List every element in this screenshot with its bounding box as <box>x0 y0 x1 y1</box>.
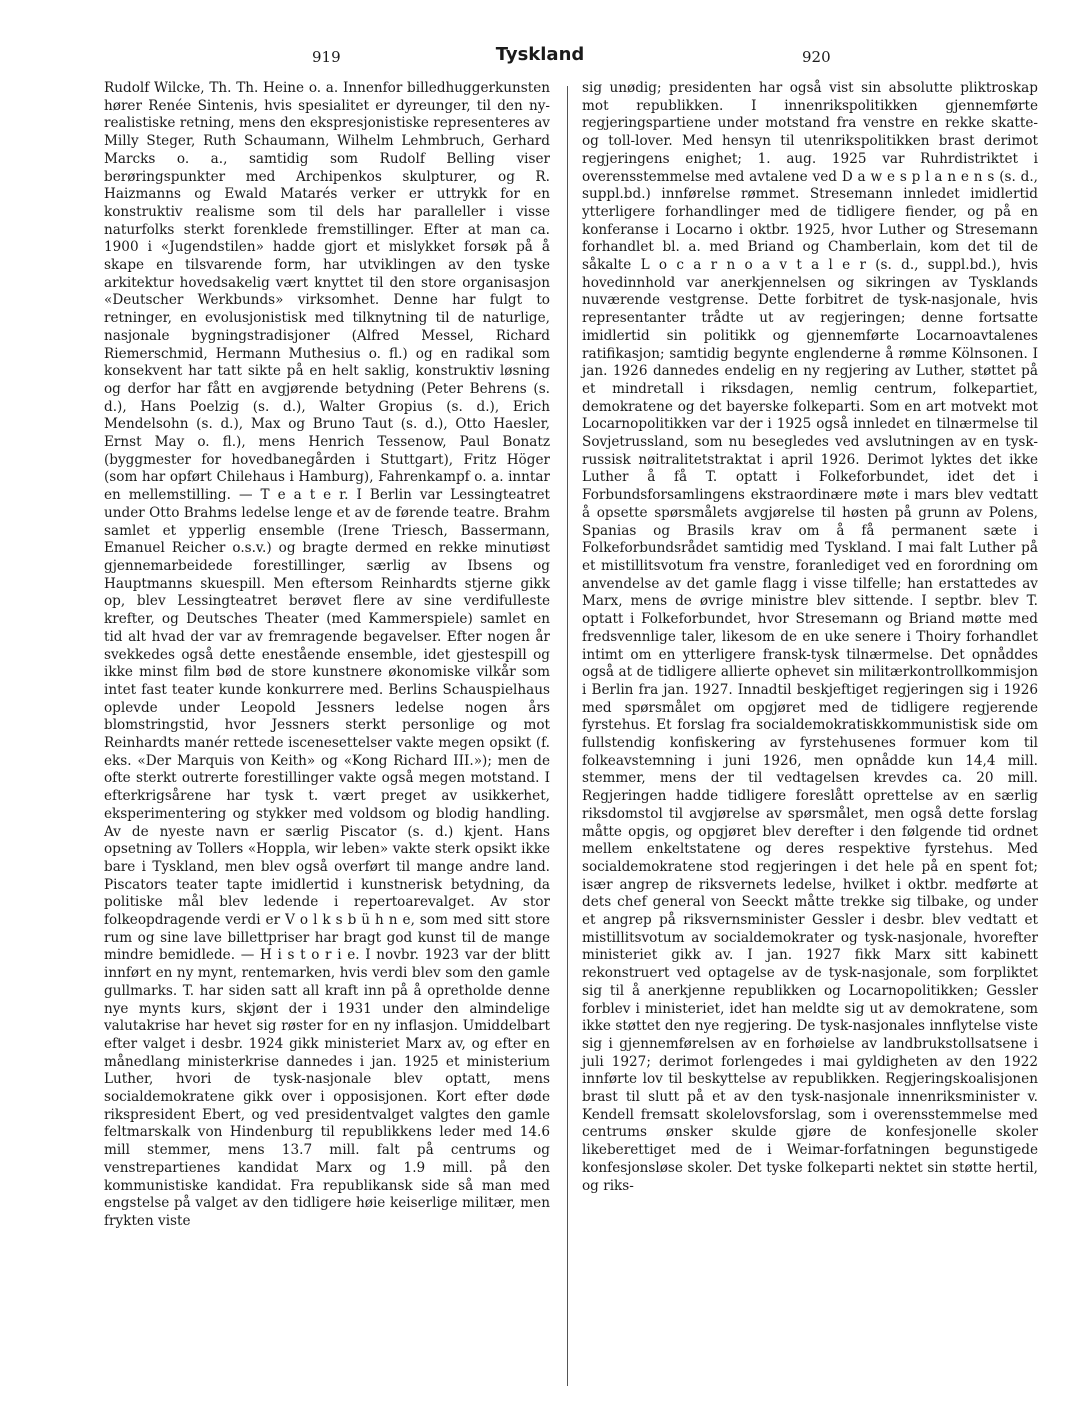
text-column-left <box>104 80 550 1231</box>
running-title: Tyskland <box>495 44 585 65</box>
page-number-left: 919 <box>312 48 341 66</box>
column-left-text: Rudolf Wilcke, Th. Th. Heine o. a. Innenfor billedhuggerkunsten hører Renée Sintenis, hvis spesialitet er dyreunger, til den ny-realistiske retning, mens den ekspresjonistiske representeres av Milly Steger, Ruth Schaumann, Wilhelm Lehmbruch, Gerhard Marcks o. a., samtidig som Rudolf Belling viser berøringspunkter med Archipenkos skulpturer, og R. Haizmanns og Ewald Matarés verker er uttrykk for en konstruktiv realisme som til dels har paralleller i visse naturfolks sterkt forenklede fremstillinger. Efter at man ca. 1900 i «Jugendstilen» hadde gjort et mislykket forsøk på å skape en tilsvarende form, har utviklingen av den tyske arkitektur hovedsakelig vært knyttet til den store organisasjon «Deutscher Werkbunds» virksomhet. Denne har fulgt to retninger, en evolusjonistisk med tilknytning til de naturlige, nasjonale bygningstradisjoner (Alfred Messel, Richard Riemerschmid, Hermann Muthesius o. fl.) og en radikal som konsekvent har tatt sikte på en helt saklig, konstruktiv løsning og derfor har fått en avgjørende betydning (Peter Behrens (s. d.), Hans Poelzig (s. d.), Walter Gropius (s. d.), Erich Mendelsohn (s. d.), Max og Bruno Taut (s. d.), Otto Haesler, Ernst May o. fl.), mens Henrich Tessenow, Paul Bonatz (byggmester for hovedbanegården i Stuttgart), Fritz Höger (som har opført Chilehaus i Hamburg), Fahrenkampf o. a. inntar en mellemstilling. — T e a t e r. I Berlin var Lessingteatret under Otto Brahms ledelse lenge et av de førende teatre. Brahm samlet et ypperlig ensemble (Irene Triesch, Bassermann, Emanuel Reicher o.s.v.) og bragte dermed en rekke minutiøst gjennemarbeidede forestillinger, særlig av Ibsens og Hauptmanns skuespill. Men eftersom Reinhardts stjerne gikk op, blev Lessingteatret berøvet flere av sine verdifulleste krefter, og Deutsches Theater (med Kammerspiele) samlet en tid alt hvad der var av fremragende begavelser. Efter nogen år svekkedes også dette enestående ensemble, idet gjestespill og ikke minst film bød de store kunstnere økonomiske vilkår som intet fast teater kunde konkurrere med. Berlins Schauspielhaus oplevde under Leopold Jessners ledelse nogen års blomstringstid, hvor Jessners sterkt personlige og mot Reinhardts manér rettede iscenesettelser vakte megen opsikt (f. eks. «Der Marquis von Keith» og «Kong Richard III.»); men de ofte sterkt outrerte forestillinger vakte også megen motstand. I efterkrigsårene har tysk t. vært preget av usikkerhet, eksperimentering og stykker med voldsom og blodig handling. Av de nyeste navn er særlig Piscator (s. d.) kjent. Hans opsetning av Tollers «Hoppla, wir leben» vakte sterk opsikt ikke bare i Tyskland, men blev også overført til mange andre land. Piscators teater tapte imidlertid i kunstnerisk betydning, da politiske mål blev ledende i repertoarevalget. Av stor folkeopdragende verdi er V o l k s b ü h n e, som med sitt store rum og sine lave billettpriser har bragt god kunst til de mange mindre bemidlede. — H i s t o r i e. I novbr. 1923 var der blitt innført en ny mynt, rentemarken, hvis verdi blev som den gamle gullmarks. T. har siden satt all kraft inn på å opretholde denne nye mynts kurs, skjønt der i 1931 under den almindelige valutakrise har hevet sig røster for en ny inflasjon. Umiddelbart efter valget i desbr. 1924 gikk ministeriet Marx av, og efter en månedlang ministerkrise dannedes i jan. 1925 et ministerium Luther, hvori de tysk-nasjonale blev optatt, mens socialdemokratene gikk over i opposisjonen. Kort efter døde rikspresident Ebert, og ved presidentvalget valgtes den gamle feltmarskalk von Hindenburg til republikkens leder med 14.6 mill stemmer, mens 13.7 mill. falt på centrums og venstrepartienes kandidat Marx og 1.9 mill. på den kommunistiske kandidat. Fra republikansk side så man med engstelse på valget av den tidligere høie keiserlige militær, men frykten viste <box>104 80 550 1229</box>
page-header <box>0 44 1080 74</box>
column-right-text: sig unødig; presidenten har også vist sin absolutte pliktroskap mot republikken. I innenrikspolitikken gjennemførte regjeringspartiene under motstand fra venstre en rekke skatte- og toll-lover. Med hensyn til utenrikspolitikken brast derimot regjeringens enighet; 1. aug. 1925 var Ruhrdistriktet i overensstemmelse med avtalene ved D a w e s p l a n e n s (s. d., suppl.bd.) innførelse rømmet. Stresemann innledet imidlertid ytterligere forhandlinger med de tidligere fiender, og på en konferanse i Locarno i oktbr. 1925, hvor Luther og Stresemann forhandlet bl. a. med Briand og Chamberlain, kom det til de såkalte L o c a r n o a v t a l e r (s. d., suppl.bd.), hvis hovedinnhold var anerkjennelsen og sikringen av Tysklands nuværende vestgrense. Dette forbitret de tysk-nasjonale, hvis representanter trådte ut av regjeringen; denne fortsatte imidlertid sin politikk og gjennemførte Locarnoavtalenes ratifikasjon; samtidig begynte englenderne å rømme Kölnsonen. I jan. 1926 dannedes endelig en ny regjering av Luther, støttet på et mindretall i riksdagen, nemlig centrum, folkepartiet, demokratene og det bayerske folkeparti. Som en art motvekt mot Locarnopolitikken var der i 1925 også innledet en tilnærmelse til Sovjetrussland, som nu besegledes ved avslutningen av en tysk-russisk nøitralitetstraktat i april 1926. Derimot lyktes det ikke Luther å få T. optatt i Folkeforbundet, idet det i Forbundsforsamlingens ekstraordinære møte i mars blev vedtatt å opsette spørsmålets avgjørelse til høsten på grunn av Polens, Spanias og Brasils krav om å få permanent sæte i Folkeforbundsrådet samtidig med Tyskland. I mai falt Luther på et mistillitsvotum fra venstre, foranlediget ved en forordning om anvendelse av det gamle flagg i visse tilfelle; han erstattedes av Marx, mens de øvrige ministre blev sittende. I septbr. blev T. optatt i Folkeforbundet, hvor Stresemann og Briand møtte med fredsvennlige taler, likesom de en uke senere i Thoiry forhandlet intimt om en ytterligere fransk-tysk tilnærmelse. Det opnåddes også at de tidligere allierte ophevet sin militærkontrollkommisjon i Berlin fra jan. 1927. Innadtil beskjeftiget regjeringen sig i 1926 med spørsmålet om opgjøret med de tidligere regjerende fyrstehus. Et forslag fra socialdemokratiskkommunistisk side om fullstendig konfiskering av fyrstehusenes formuer kom til folkeavstemning i juni 1926, men opnådde kun 14,4 mill. stemmer, mens der til vedtagelsen krevdes ca. 20 mill. Regjeringen hadde tidligere foreslått oprettelse av en særlig riksdomstol til avgjørelse av spørsmålet, men også dette forslag måtte opgis, og opgjøret blev derefter i den følgende tid ordnet mellem enkeltstatene og deres respektive fyrstehus. Med socialdemokratene stod regjeringen i det hele på en spent fot; især angrep de riksvernets ledelse, hvilket i oktbr. medførte at dets chef general von Seeckt måtte trekke sig tilbake, og under et angrep på riksvernsminister Gessler i desbr. blev vedtatt et mistillitsvotum av socialdemokrater og tysk-nasjonale, hvorefter ministeriet gikk av. I jan. 1927 fikk Marx sitt kabinett rekonstruert ved optagelse av de tysk-nasjonale, som forpliktet sig til å anerkjenne republikken og Locarnopolitikken; Gessler forblev i ministeriet, idet han meldte sig ut av demokratene, som ikke støttet den nye regjering. De tysk-nasjonales innflytelse viste sig i gjennemførelsen av en forhøielse av landbrukstollsatsene i juli 1927; derimot forlengedes i mai gyldigheten av den 1922 innførte lov til beskyttelse av republikken. Regjeringskoalisjonen brast til slutt på et av den tysk-nasjonale innenriksminister v. Kendell fremsatt skolelovsforslag, som i overensstemmelse med centrums ønsker skulde gjøre de konfesjonelle skoler likeberettiget med de i Weimar-forfatningen begunstigede konfesjonsløse skoler. Det tyske folkeparti nektet sin støtte hertil, og riks- <box>582 80 1038 1194</box>
page-number-right: 920 <box>802 48 831 66</box>
text-column-right <box>582 80 1038 1195</box>
column-divider <box>567 86 568 1386</box>
